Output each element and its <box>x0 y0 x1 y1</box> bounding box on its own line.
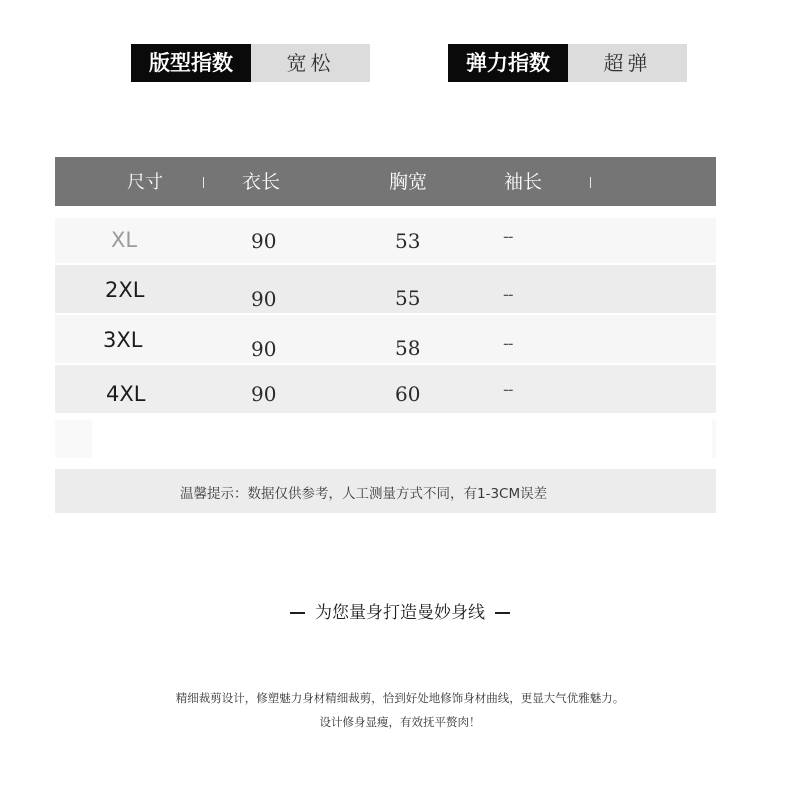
fit-index-label: 版型指数 <box>131 44 251 82</box>
table-row <box>55 365 716 413</box>
size-table <box>55 157 716 513</box>
fit-index-value: 宽松 <box>251 44 370 82</box>
chest-cell: 58 <box>395 336 421 360</box>
sleeve-cell: -- <box>503 285 513 305</box>
size-cell: 3XL <box>103 328 143 352</box>
header-sleeve: 袖长 <box>504 171 543 193</box>
sleeve-cell: -- <box>503 334 513 354</box>
length-cell: 90 <box>251 382 277 406</box>
stretch-index-label: 弹力指数 <box>448 44 568 82</box>
stretch-index-value: 超弹 <box>568 44 687 82</box>
chest-cell: 55 <box>395 286 421 310</box>
header-separator-right <box>590 177 591 188</box>
fit-index-tag <box>131 44 370 82</box>
length-cell: 90 <box>251 287 277 311</box>
chest-cell: 53 <box>395 229 421 253</box>
measurement-note <box>55 469 716 513</box>
size-cell: 4XL <box>106 382 146 406</box>
description-line-2: 设计修身显瘦，有效抚平赘肉！ <box>319 715 481 729</box>
sleeve-cell: -- <box>503 380 513 400</box>
table-row <box>55 265 716 313</box>
slogan-left-dash <box>290 612 305 614</box>
chest-cell: 60 <box>395 382 421 406</box>
empty-row <box>55 420 716 458</box>
stretch-index-tag <box>448 44 687 82</box>
table-row <box>55 315 716 363</box>
slogan-right-dash <box>495 612 510 614</box>
header-size: 尺寸 <box>127 172 163 193</box>
size-table-header <box>55 157 716 206</box>
length-cell: 90 <box>251 229 277 253</box>
slogan-text: 为您量身打造曼妙身线 <box>315 603 485 623</box>
header-length: 衣长 <box>242 171 281 193</box>
table-row <box>55 218 716 263</box>
header-chest: 胸宽 <box>389 171 428 193</box>
length-cell: 90 <box>251 337 277 361</box>
measurement-note-text: 温馨提示：数据仅供参考，人工测量方式不同，有1-3CM误差 <box>180 486 548 502</box>
sleeve-cell: -- <box>503 227 513 247</box>
slogan <box>0 598 800 623</box>
header-separator-left <box>203 177 204 188</box>
size-cell: 2XL <box>105 278 145 302</box>
size-cell: XL <box>111 228 138 252</box>
description-line-1: 精细裁剪设计，修塑魅力身材精细裁剪，恰到好处地修饰身材曲线，更显大气优雅魅力。 <box>175 691 625 705</box>
